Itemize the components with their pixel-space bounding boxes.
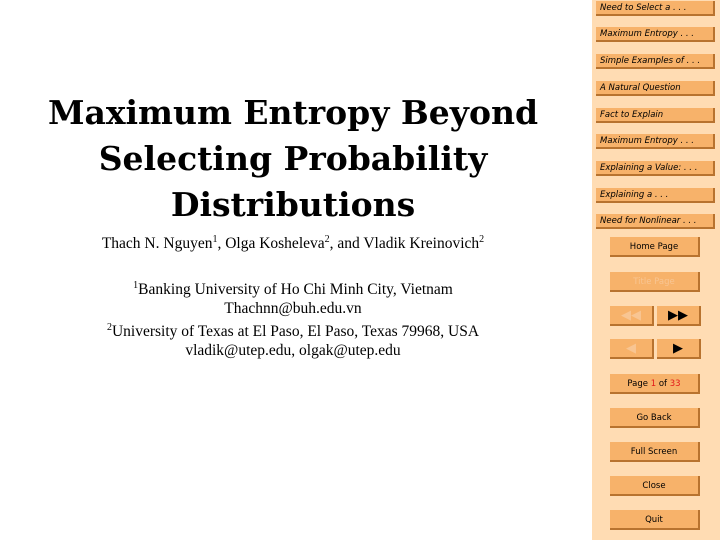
affiliation-mark: 2 — [106, 322, 112, 334]
next-icon: ▶ — [673, 341, 683, 356]
author-list — [30, 234, 556, 253]
title-line: Selecting Probability — [98, 139, 488, 178]
page-indicator — [610, 374, 700, 394]
author-name: Thach N. Nguyen — [101, 235, 213, 253]
author-name: , and Vladik Kreinovich — [329, 235, 480, 253]
affiliations — [30, 276, 556, 360]
affiliation-text: University of Texas at El Paso, El Paso, Texas 79968, USA — [111, 323, 480, 341]
author-name: , Olga Kosheleva — [217, 235, 325, 253]
affiliation-mark: 2 — [479, 234, 485, 245]
next-button[interactable] — [657, 339, 701, 359]
rewind-button[interactable] — [610, 306, 654, 326]
slide-title — [30, 90, 556, 228]
current-page-number: 1 — [650, 379, 657, 389]
title-page-button[interactable]: Title Page — [610, 272, 700, 292]
affiliation-mark: 1 — [212, 234, 218, 245]
title-line: Distributions — [170, 185, 416, 224]
fast-forward-icon: ▶▶ — [668, 308, 688, 323]
nav-section-link[interactable]: A Natural Question — [596, 81, 715, 96]
affiliation-1 — [30, 276, 556, 299]
quit-button[interactable]: Quit — [610, 510, 700, 530]
close-button[interactable]: Close — [610, 476, 700, 496]
nav-section-link[interactable]: Need to Select a . . . — [596, 1, 715, 16]
affiliation-mark: 1 — [133, 280, 139, 291]
email-2: vladik@utep.edu, olgak@utep.edu — [185, 342, 401, 360]
total-pages-number: 33 — [669, 379, 681, 389]
nav-section-link[interactable]: Fact to Explain — [596, 108, 715, 123]
rewind-icon: ◀◀ — [621, 308, 641, 323]
nav-section-link[interactable]: Need for Nonlinear . . . — [596, 214, 715, 229]
nav-section-link[interactable]: Maximum Entropy . . . — [596, 27, 715, 42]
previous-icon: ◀ — [626, 341, 636, 356]
affiliation-text: Banking University of Ho Chi Minh City, Vietnam — [138, 281, 453, 299]
nav-section-link[interactable]: Explaining a Value: . . . — [596, 161, 715, 176]
affiliation-mark: 2 — [324, 234, 330, 245]
title-line: Maximum Entropy Beyond — [47, 93, 539, 132]
nav-section-link[interactable]: Maximum Entropy . . . — [596, 134, 715, 149]
previous-button[interactable] — [610, 339, 654, 359]
fast-forward-button[interactable] — [657, 306, 701, 326]
page-of-label: of — [656, 379, 670, 389]
nav-section-link[interactable]: Simple Examples of . . . — [596, 54, 715, 69]
affiliation-2 — [30, 318, 556, 341]
go-back-button[interactable]: Go Back — [610, 408, 700, 428]
email-1: Thachnn@buh.edu.vn — [224, 300, 362, 318]
page-label: Page — [627, 379, 651, 389]
nav-section-link[interactable]: Explaining a . . . — [596, 188, 715, 203]
full-screen-button[interactable]: Full Screen — [610, 442, 700, 462]
home-page-button[interactable]: Home Page — [610, 237, 700, 257]
